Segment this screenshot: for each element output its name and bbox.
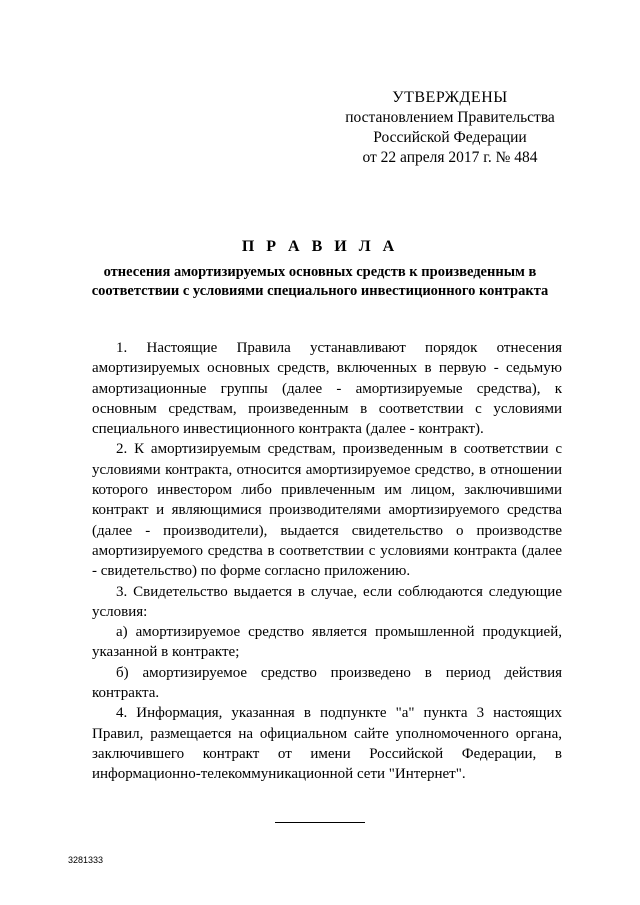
document-body — [92, 338, 562, 785]
paragraph: 1. Настоящие Правила устанавливают порядок отнесения амортизируемых основных средств, включенных в первую - седьмую амортизационные группы (далее - амортизируемые средства), к основным средствам, произведенным в соответствии с условиями специального инвестиционного контракта (далее - контракт). — [92, 340, 562, 438]
approval-line-1: постановлением Правительства — [345, 109, 555, 126]
paragraph: 2. К амортизируемым средствам, произведенным в соответствии с условиями контракта, относится амортизируемое средство, в отношении которого инвестором либо привлеченным им лицом, заключившими контракт и являющимися производителями амортизируемого средства (далее - производители), выдается свидетельство о производстве амортизируемого средства в соответствии с условиями контракта (далее - свидетельство) по форме согласно приложению. — [92, 441, 562, 580]
paragraph: б) амортизируемое средство произведено в период действия контракта. — [92, 664, 562, 702]
approval-block — [330, 88, 570, 168]
paragraph: 4. Информация, указанная в подпункте "а" пункта 3 настоящих Правил, размещается на официальном сайте уполномоченного органа, заключившего контракт от имени Российской Федерации, в информационно-телекоммуникационной сети "Интернет". — [92, 705, 562, 783]
paragraph: а) амортизируемое средство является промышленной продукцией, указанной в контракте; — [92, 624, 562, 661]
document-title: П Р А В И Л А — [241, 238, 399, 255]
document-number: 3281333 — [68, 855, 104, 865]
approval-line-3: от 22 апреля 2017 г. № 484 — [362, 149, 538, 166]
paragraph: 3. Свидетельство выдается в случае, если соблюдаются следующие условия: — [92, 583, 562, 620]
approval-line-2: Российской Федерации — [373, 129, 527, 146]
document-subtitle: отнесения амортизируемых основных средств к произведенным в соответствии с условиями специального инвестиционного контракта — [91, 264, 549, 299]
separator-line — [275, 822, 365, 823]
approval-heading: УТВЕРЖДЕНЫ — [392, 89, 508, 106]
